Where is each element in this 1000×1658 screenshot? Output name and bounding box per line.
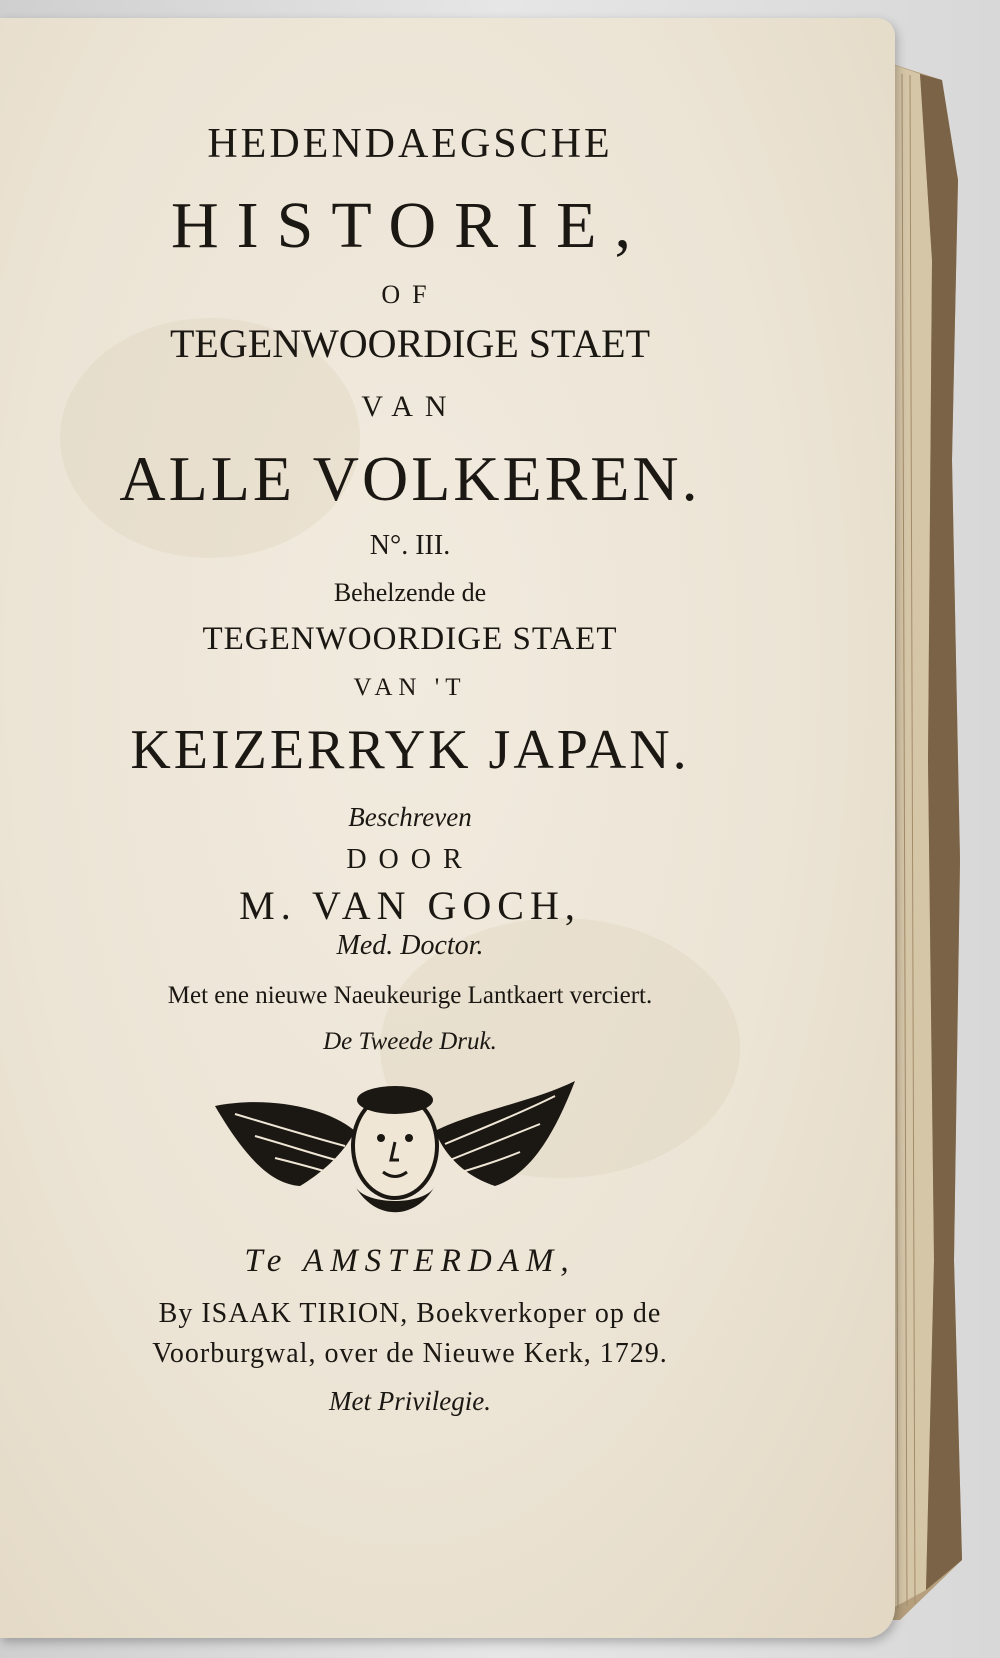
subtitle-van-t: VAN 'T [353, 674, 467, 701]
title-line-alle-volkeren: ALLE VOLKEREN. [119, 443, 701, 514]
door-line: DOOR [346, 844, 474, 875]
subtitle-tegenwoordige-staet: TEGENWOORDIGE STAET [202, 621, 618, 657]
imprint-city: Te AMSTERDAM, [244, 1243, 576, 1279]
title-line-of: OF [381, 280, 439, 309]
title-line-historie: HISTORIE, [171, 189, 649, 262]
map-note: Met ene nieuwe Naeukeurige Lantkaert verciert. [167, 982, 653, 1009]
beschreven-line: Beschreven [348, 802, 472, 832]
author-title: Med. Doctor. [336, 930, 484, 961]
edition-line: De Tweede Druk. [323, 1028, 497, 1055]
winged-head-ornament [205, 1076, 585, 1226]
imprint-address: Voorburgwal, over de Nieuwe Kerk, 1729. [152, 1338, 668, 1369]
title-line-hedendaegsche: HEDENDAEGSCHE [207, 121, 613, 167]
imprint-publisher: By ISAAK TIRION, Boekverkoper op de [158, 1298, 662, 1329]
author-name: M. VAN GOCH, [239, 883, 581, 928]
volume-number: N°. III. [369, 530, 451, 561]
title-line-tegenwoordige-staet: TEGENWOORDIGE STAET [169, 321, 651, 366]
title-line-van: VAN [361, 390, 459, 423]
behelzende-line: Behelzende de [333, 578, 487, 607]
title-page [0, 18, 895, 1638]
page-edges [880, 60, 980, 1620]
subtitle-keizerryk-japan: KEIZERRYK JAPAN. [130, 719, 690, 781]
privilege-line: Met Privilegie. [329, 1386, 491, 1416]
